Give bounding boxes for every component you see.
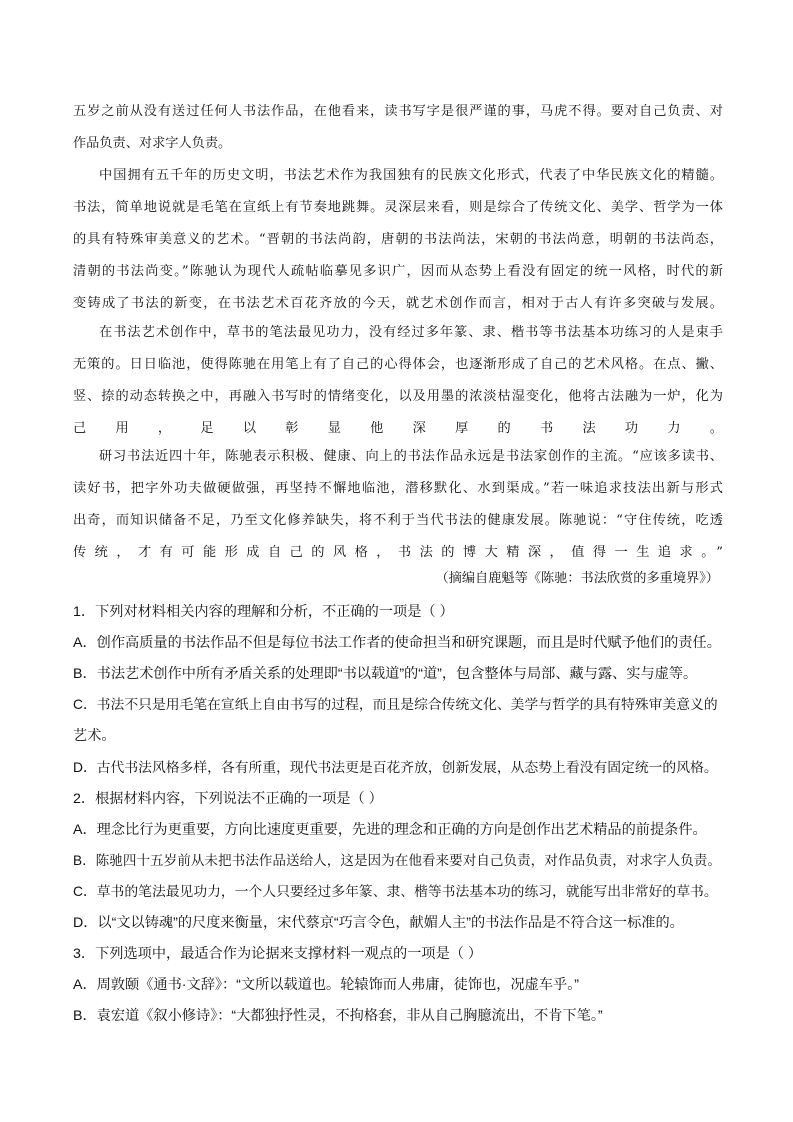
passage-paragraph-2: [73, 160, 723, 320]
question-2-option-c: C．草书的笔法最见功力，一个人只要经过多年篆、隶、楷等书法基本功的练习，就能写出非常好的草书。: [73, 884, 718, 899]
question-2-option-b: B．陈驰四十五岁前从未把书法作品送给人，这是因为在他看来要对自己负责，对作品负责，对求字人负责。: [73, 853, 721, 868]
text-line: 传统，才有可能形成自己的风格，书法的博大精深，值得一生追求。”: [73, 545, 723, 560]
question-3-option-b: B．袁宏道《叙小修诗》：“大都独抒性灵，不拘格套，非从自己胸臆流出，不肯下笔。”: [73, 1008, 603, 1024]
text-line: 中国拥有五千年的历史文明，书法艺术作为我国独有的民族文化形式，代表了中华民族文化的精髓。: [99, 168, 723, 183]
text-line: 出奇，而知识储备不足，乃至文化修养缺失，将不利于当代书法的健康发展。陈驰说：“守住传统，吃透: [73, 513, 723, 528]
question-1-option-d: D．古代书法风格多样，各有所重，现代书法更是百花齐放，创新发展，从态势上看没有固定统一的风格。: [73, 760, 718, 775]
question-3-stem: 3．下列选项中，最适合作为论据来支撑材料一观点的一项是（ ）: [73, 946, 483, 962]
passage-paragraph-3: [73, 317, 723, 445]
text-line: 无策的。日日临池，使得陈驰在用笔上有了自己的心得体会，也逐渐形成了自己的艺术风格。在点、撇、: [73, 357, 723, 372]
question-3-option-a: A．周敦颐《通书·文辞》：“文所以载道也。轮辕饰而人弗庸，徒饰也，况虚车乎。”: [73, 977, 580, 993]
question-1-option-b: B．书法艺术创作中所有矛盾关系的处理即“书以载道”的“道”，包含整体与局部、藏与露、实与虚等。: [73, 666, 698, 682]
question-1-stem: 1．下列对材料相关内容的理解和分析，不正确的一项是（ ）: [73, 604, 454, 620]
text-line: 在书法艺术创作中，草书的笔法最见功力，没有经过多年篆、隶、楷书等书法基本功练习的人是束手: [99, 325, 723, 340]
text-line: 的具有特殊审美意义的艺术。“晋朝的书法尚韵，唐朝的书法尚法，宋朝的书法尚意，明朝的书法尚态，: [73, 232, 723, 247]
question-2-option-a: A．理念比行为更重要，方向比速度更重要，先进的理念和正确的方向是创作出艺术精品的前提条件。: [73, 822, 707, 838]
text-line: 竖、捺的动态转换之中，再融入书写时的情绪变化，以及用墨的浓淡枯湿变化，他将古法融为一炉，化为: [73, 389, 723, 404]
question-1-option-c-cont: 艺术。: [73, 728, 116, 744]
text-line: 五岁之前从没有送过任何人书法作品，在他看来，读书写字是很严谨的事，马虎不得。要对自己负责、对: [73, 104, 723, 119]
source-citation: （摘编自鹿魁等《陈驰：书法欣赏的多重境界》）: [435, 571, 719, 586]
question-2-stem: 2．根据材料内容，下列说法不正确的一项是（ ）: [73, 791, 383, 807]
text-line: 作品负责、对求字人负责。: [73, 136, 232, 151]
question-2-option-d: D．以“文以铸魂”的尺度来衡量，宋代蔡京“巧言令色，献媚人主”的书法作品是不符合这一标准的。: [73, 915, 684, 931]
passage-paragraph-4: [73, 441, 723, 569]
text-line: 读好书，把字外功夫做硬做强，再坚持不懈地临池，潜移默化、水到渠成。”若一味追求技法出新与形式: [73, 481, 723, 496]
text-line: 清朝的书法尚变。”陈驰认为现代人疏帖临摹见多识广，因而从态势上看没有固定的统一风格，时代的新: [73, 264, 723, 279]
passage-paragraph-1: [73, 96, 723, 160]
text-line: 变铸成了书法的新变，在书法艺术百花齐放的今天，就艺术创作而言，相对于古人有许多突破与发展。: [73, 296, 723, 311]
question-1-option-c: C．书法不只是用毛笔在宣纸上自由书写的过程，而且是综合传统文化、美学与哲学的具有特殊审美意义的: [73, 697, 718, 712]
text-line: 研习书法近四十年，陈驰表示积极、健康、向上的书法作品永远是书法家创作的主流。“应该多读书、: [99, 449, 723, 464]
question-1-option-a: A．创作高质量的书法作品不但是每位书法工作者的使命担当和研究课题，而且是时代赋予他们的责任。: [73, 635, 721, 651]
text-line: 书法，简单地说就是毛笔在宣纸上有节奏地跳舞。灵深层来看，则是综合了传统文化、美学、哲学为一体: [73, 200, 723, 215]
text-line: 己用，足以彰显他深厚的书法功力。: [73, 421, 723, 436]
